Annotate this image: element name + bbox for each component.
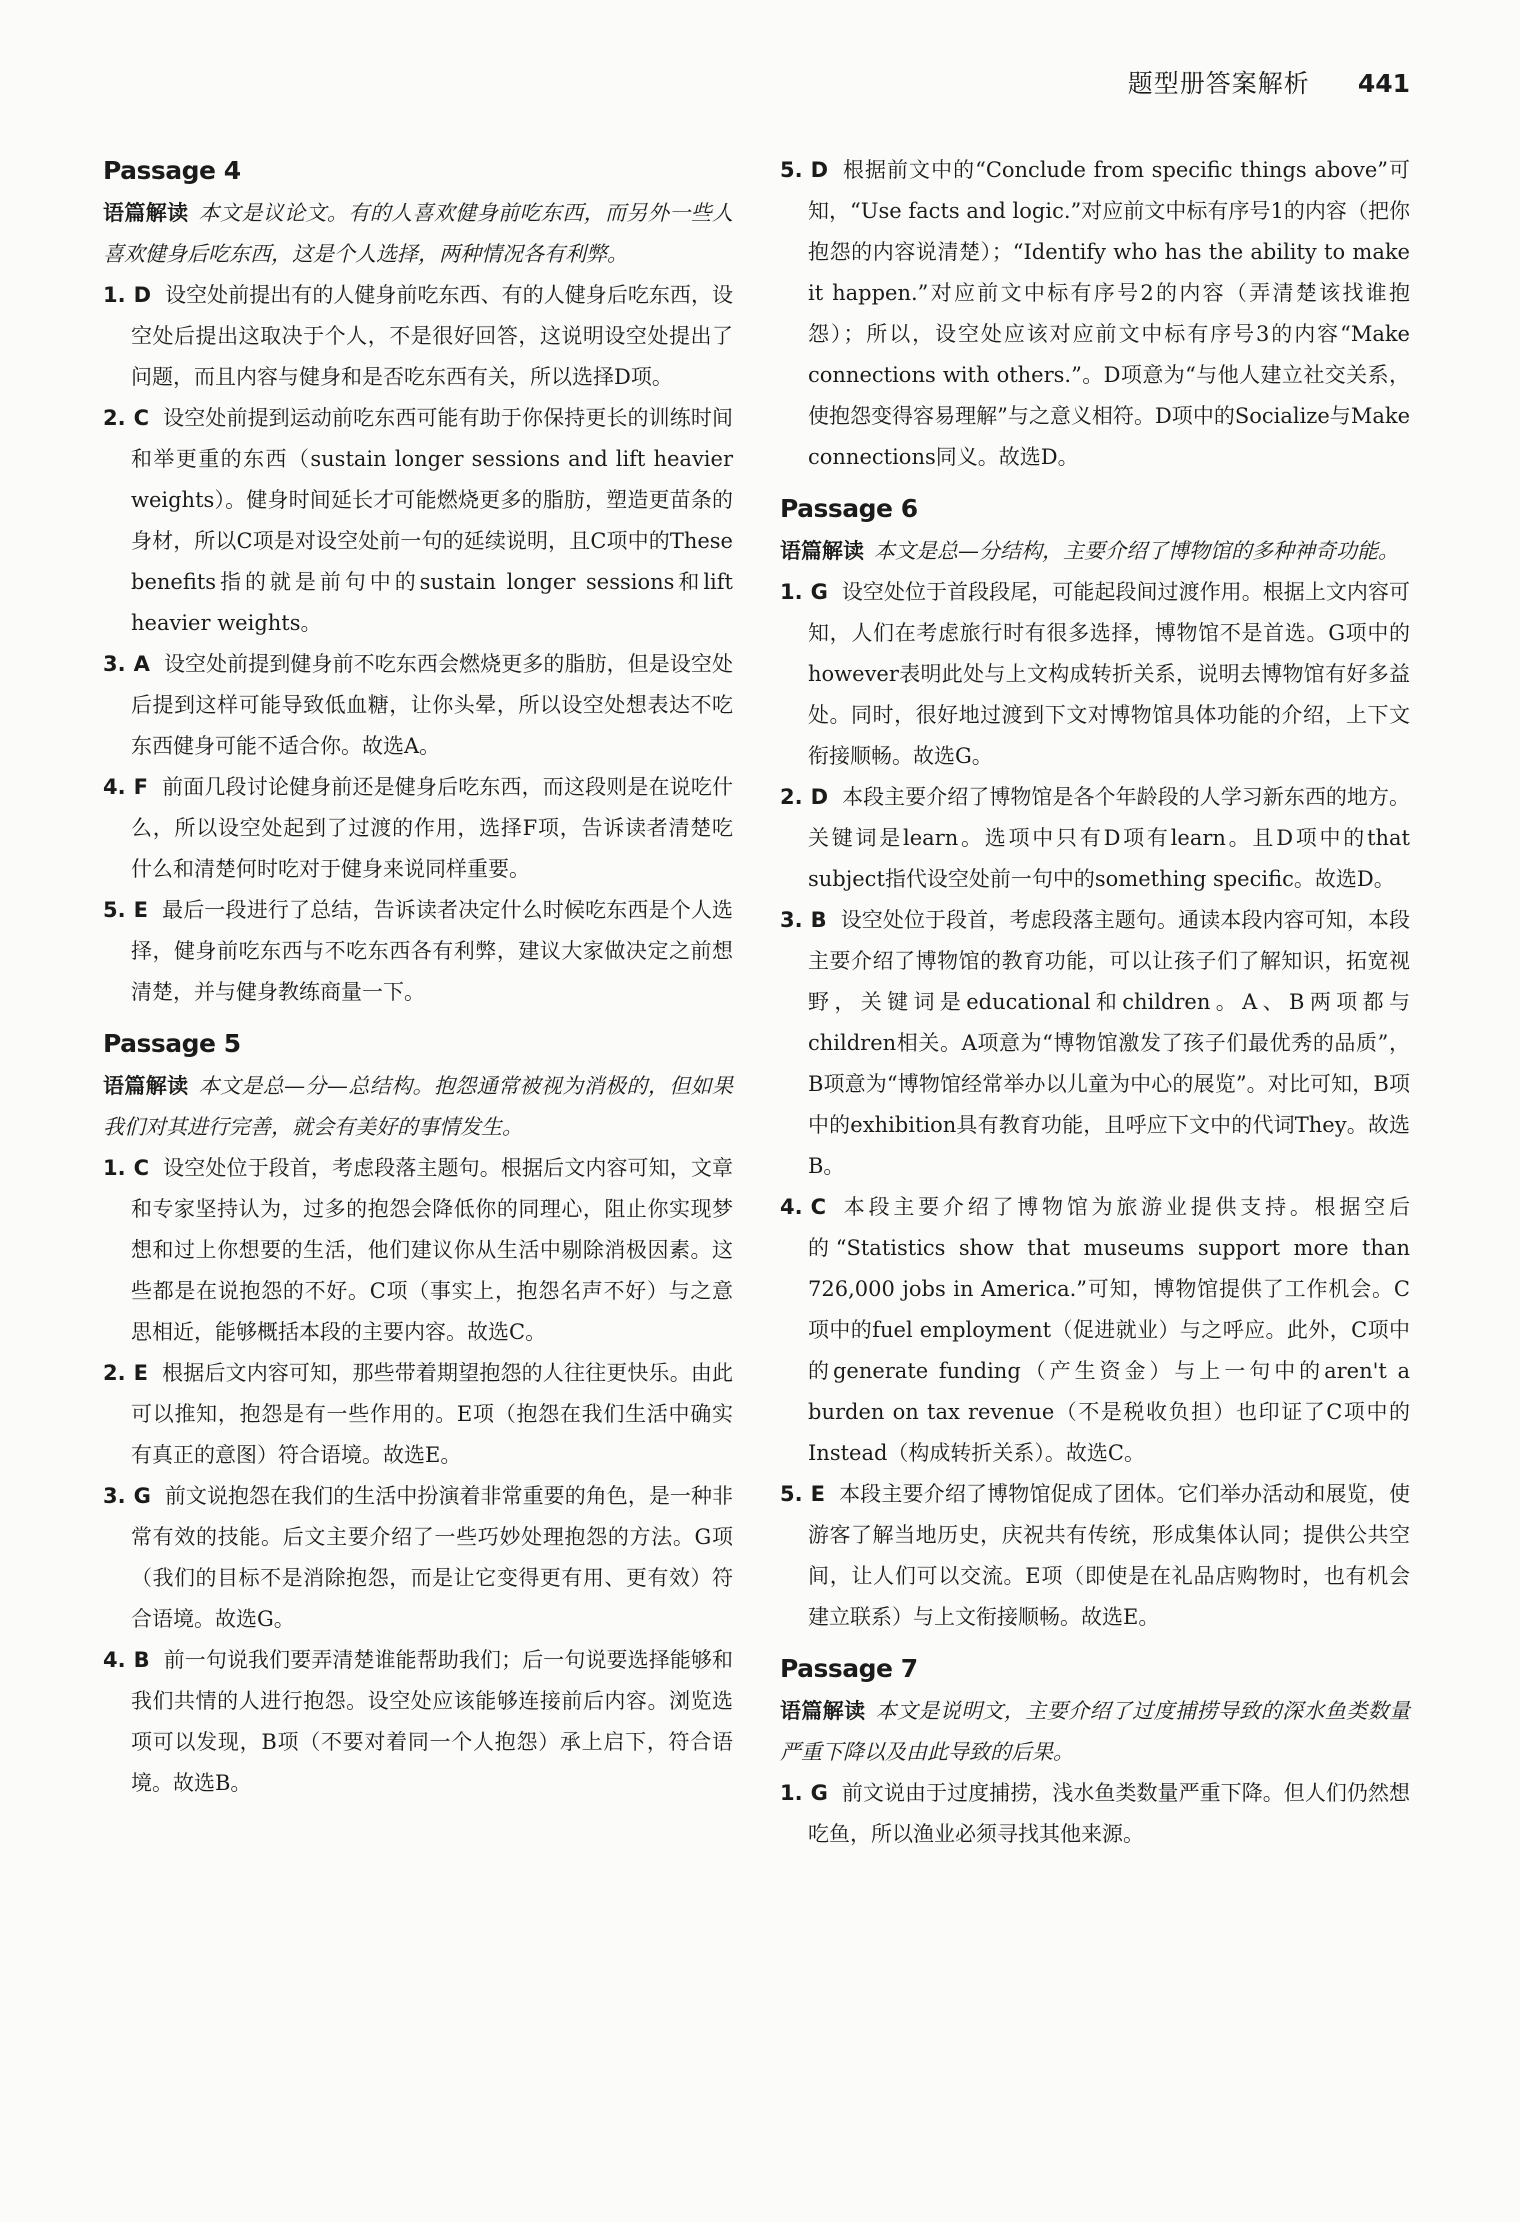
intro-text: 本文是说明文，主要介绍了过度捕捞导致的深水鱼类数量严重下降以及由此导致的后果。	[780, 1699, 1411, 1764]
item-number: 5.	[780, 158, 803, 182]
answer-item	[780, 1474, 1410, 1638]
intro-text: 本文是议论文。有的人喜欢健身前吃东西，而另外一些人喜欢健身后吃东西，这是个人选择，两种情况各有利弊。	[103, 201, 734, 266]
item-text: 本段主要介绍了博物馆促成了团体。它们举办活动和展览，使游客了解当地历史，庆祝共有传统，形成集体认同；提供公共空间，让人们可以交流。E项（即使是在礼品店购物时，也有机会建立联系）与上文衔接顺畅。故选E。	[808, 1482, 1410, 1629]
item-text: 前面几段讨论健身前还是健身后吃东西，而这段则是在说吃什么，所以设空处起到了过渡的作用，选择F项，告诉读者清楚吃什么和清楚何时吃对于健身来说同样重要。	[131, 775, 733, 881]
passage-4-title: Passage 4	[103, 156, 241, 185]
item-number: 5.	[780, 1482, 803, 1506]
item-answer: C	[133, 1156, 150, 1180]
item-text: 根据后文内容可知，那些带着期望抱怨的人往往更快乐。由此可以推知，抱怨是有一些作用的。E项（抱怨在我们生活中确实有真正的意图）符合语境。故选E。	[131, 1361, 733, 1467]
intro-label: 语篇解读	[103, 201, 189, 225]
item-text: 前文说抱怨在我们的生活中扮演着非常重要的角色，是一种非常有效的技能。后文主要介绍了一些巧妙处理抱怨的方法。G项（我们的目标不是消除抱怨，而是让它变得更有用、更有效）符合语境。故选G。	[131, 1484, 733, 1631]
item-number: 3.	[103, 652, 126, 676]
item-number: 1.	[780, 580, 803, 604]
answer-item	[103, 890, 733, 1013]
passage-6-title: Passage 6	[780, 494, 918, 523]
item-text: 设空处位于首段段尾，可能起段间过渡作用。根据上文内容可知，人们在考虑旅行时有很多选择，博物馆不是首选。G项中的however表明此处与上文构成转折关系，说明去博物馆有好多益处。同时，很好地过渡到下文对博物馆具体功能的介绍，上下文衔接顺畅。故选G。	[808, 580, 1410, 768]
answer-item	[103, 1640, 733, 1804]
intro-label: 语篇解读	[780, 1699, 866, 1723]
answer-item	[103, 644, 733, 767]
item-text: 设空处前提到运动前吃东西可能有助于你保持更长的训练时间和举更重的东西（sustain longer sessions and lift heavier weights）。健身时间延长才可能燃烧更多的脂肪，塑造更苗条的身材，所以C项是对设空处前一句的延续说明，且C项中的These benefits指的就是前句中的sustain longer sessions和lift heavier weights。	[131, 406, 733, 635]
passage-7-title: Passage 7	[780, 1654, 918, 1683]
item-number: 2.	[103, 1361, 126, 1385]
intro-label: 语篇解读	[780, 539, 864, 563]
page-header	[1128, 64, 1410, 100]
item-answer: B	[810, 908, 827, 932]
item-number: 1.	[103, 1156, 126, 1180]
item-answer: C	[133, 406, 150, 430]
answer-item	[780, 777, 1410, 900]
item-number: 1.	[780, 1781, 803, 1805]
item-answer: E	[133, 898, 148, 922]
item-number: 5.	[103, 898, 126, 922]
answer-item	[103, 1476, 733, 1640]
passage-5-title: Passage 5	[103, 1029, 241, 1058]
item-number: 4.	[780, 1195, 803, 1219]
passage-6-intro	[780, 531, 1410, 572]
answer-item	[103, 1353, 733, 1476]
item-answer: D	[133, 283, 152, 307]
item-text: 设空处前提出有的人健身前吃东西、有的人健身后吃东西，设空处后提出这取决于个人，不是很好回答，这说明设空处提出了问题，而且内容与健身和是否吃东西有关，所以选择D项。	[131, 283, 733, 389]
answer-item	[103, 1148, 733, 1353]
passage-7-intro	[780, 1691, 1410, 1773]
answer-item	[780, 1773, 1410, 1855]
item-text: 本段主要介绍了博物馆为旅游业提供支持。根据空后的“Statistics show that museums support more than 726,000 jobs in America.”可知，博物馆提供了工作机会。C项中的fuel employment（促进就业）与之呼应。此外，C项中的generate funding（产生资金）与上一句中的aren't a burden on tax revenue（不是税收负担）也印证了C项中的Instead（构成转折关系）。故选C。	[808, 1195, 1410, 1465]
left-column	[103, 150, 733, 1804]
item-answer: D	[810, 785, 829, 809]
item-number: 1.	[103, 283, 126, 307]
item-answer: D	[810, 158, 829, 182]
item-number: 3.	[103, 1484, 126, 1508]
passage-4-intro	[103, 193, 733, 275]
item-text: 设空处位于段首，考虑段落主题句。根据后文内容可知，文章和专家坚持认为，过多的抱怨会降低你的同理心，阻止你实现梦想和过上你想要的生活，他们建议你从生活中剔除消极因素。这些都是在说抱怨的不好。C项（事实上，抱怨名声不好）与之意思相近，能够概括本段的主要内容。故选C。	[131, 1156, 733, 1344]
item-number: 4.	[103, 1648, 126, 1672]
item-text: 设空处前提到健身前不吃东西会燃烧更多的脂肪，但是设空处后提到这样可能导致低血糖，让你头晕，所以设空处想表达不吃东西健身可能不适合你。故选A。	[131, 652, 733, 758]
item-answer: G	[810, 1781, 828, 1805]
item-answer: A	[133, 652, 150, 676]
intro-label: 语篇解读	[103, 1074, 189, 1098]
item-answer: B	[133, 1648, 150, 1672]
answer-item	[103, 275, 733, 398]
item-answer: G	[133, 1484, 151, 1508]
item-answer: E	[133, 1361, 148, 1385]
answer-item	[780, 572, 1410, 777]
item-text: 设空处位于段首，考虑段落主题句。通读本段内容可知，本段主要介绍了博物馆的教育功能，可以让孩子们了解知识，拓宽视野，关键词是educational和children。A、B两项都与children相关。A项意为“博物馆激发了孩子们最优秀的品质”，B项意为“博物馆经常举办以儿童为中心的展览”。对比可知，B项中的exhibition具有教育功能，且呼应下文中的代词They。故选B。	[808, 908, 1410, 1178]
answer-item	[103, 398, 733, 644]
answer-item	[780, 150, 1410, 478]
item-number: 2.	[780, 785, 803, 809]
passage-5-intro	[103, 1066, 733, 1148]
item-answer: E	[810, 1482, 825, 1506]
item-text: 根据前文中的“Conclude from specific things above”可知，“Use facts and logic.”对应前文中标有序号1的内容（把你抱怨的内容说清楚）；“Identify who has the ability to make it happen.”对应前文中标有序号2的内容（弄清楚该找谁抱怨）；所以，设空处应该对应前文中标有序号3的内容“Make connections with others.”。D项意为“与他人建立社交关系，使抱怨变得容易理解”与之意义相符。D项中的Socialize与Make connections同义。故选D。	[808, 158, 1410, 469]
page-number: 441	[1357, 69, 1410, 98]
item-answer: G	[810, 580, 828, 604]
item-number: 2.	[103, 406, 126, 430]
answer-item	[780, 900, 1410, 1187]
right-column	[780, 150, 1410, 1855]
answer-item	[103, 767, 733, 890]
intro-text: 本文是总—分结构，主要介绍了博物馆的多种神奇功能。	[874, 539, 1399, 563]
item-number: 3.	[780, 908, 803, 932]
item-text: 前一句说我们要弄清楚谁能帮助我们；后一句说要选择能够和我们共情的人进行抱怨。设空处应该能够连接前后内容。浏览选项可以发现，B项（不要对着同一个人抱怨）承上启下，符合语境。故选B。	[131, 1648, 733, 1795]
item-answer: F	[133, 775, 148, 799]
item-number: 4.	[103, 775, 126, 799]
answer-item	[780, 1187, 1410, 1474]
intro-text: 本文是总—分—总结构。抱怨通常被视为消极的，但如果我们对其进行完善，就会有美好的事情发生。	[103, 1074, 734, 1139]
item-text: 本段主要介绍了博物馆是各个年龄段的人学习新东西的地方。关键词是learn。选项中只有D项有learn。且D项中的that subject指代设空处前一句中的something specific。故选D。	[808, 785, 1410, 891]
running-title: 题型册答案解析	[1127, 69, 1310, 98]
item-answer: C	[810, 1195, 827, 1219]
item-text: 最后一段进行了总结，告诉读者决定什么时候吃东西是个人选择，健身前吃东西与不吃东西各有利弊，建议大家做决定之前想清楚，并与健身教练商量一下。	[131, 898, 733, 1004]
item-text: 前文说由于过度捕捞，浅水鱼类数量严重下降。但人们仍然想吃鱼，所以渔业必须寻找其他来源。	[808, 1781, 1410, 1846]
